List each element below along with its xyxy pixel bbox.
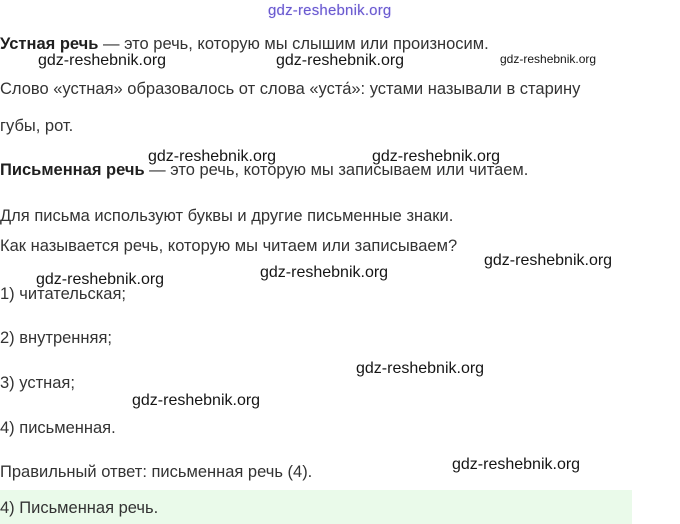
oral-speech-term: Устная речь	[0, 35, 99, 53]
answer-highlight-text: 4) Письменная речь.	[0, 499, 159, 517]
watermark: gdz-reshebnik.org	[148, 148, 277, 165]
watermark-top: gdz-reshebnik.org	[268, 2, 392, 19]
watermark: gdz-reshebnik.org	[372, 148, 501, 165]
correct-answer-text: Правильный ответ: письменная речь (4).	[0, 463, 313, 481]
option-2: 2) внутренняя;	[0, 329, 112, 347]
written-speech-text: — это речь, которую мы записываем или читаем.	[144, 161, 529, 179]
watermark: gdz-reshebnik.org	[36, 271, 165, 288]
word-origin-line-2: губы, рот.	[0, 117, 74, 135]
word-origin-line-1: Слово «устная» образовалось от слова «уста́»: устами называли в старину	[0, 80, 581, 98]
written-speech-term: Письменная речь	[0, 161, 145, 179]
watermark: gdz-reshebnik.org	[260, 264, 389, 281]
watermark: gdz-reshebnik.org	[132, 392, 261, 409]
watermark: gdz-reshebnik.org	[452, 456, 581, 473]
watermark: gdz-reshebnik.org	[276, 52, 405, 69]
option-1: 1) читательская;	[0, 285, 127, 303]
question-text: Как называется речь, которую мы читаем или записываем?	[0, 237, 458, 255]
oral-speech-text: — это речь, которую мы слышим или произносим.	[98, 35, 489, 53]
oral-speech-definition	[0, 34, 489, 54]
letters-sentence: Для письма используют буквы и другие письменные знаки.	[0, 207, 454, 225]
watermark: gdz-reshebnik.org	[500, 52, 597, 66]
watermark: gdz-reshebnik.org	[484, 252, 613, 269]
watermark: gdz-reshebnik.org	[38, 52, 167, 69]
answer-highlight-box	[0, 490, 632, 524]
option-4: 4) письменная.	[0, 419, 116, 437]
watermark: gdz-reshebnik.org	[356, 360, 485, 377]
option-3: 3) устная;	[0, 374, 75, 392]
